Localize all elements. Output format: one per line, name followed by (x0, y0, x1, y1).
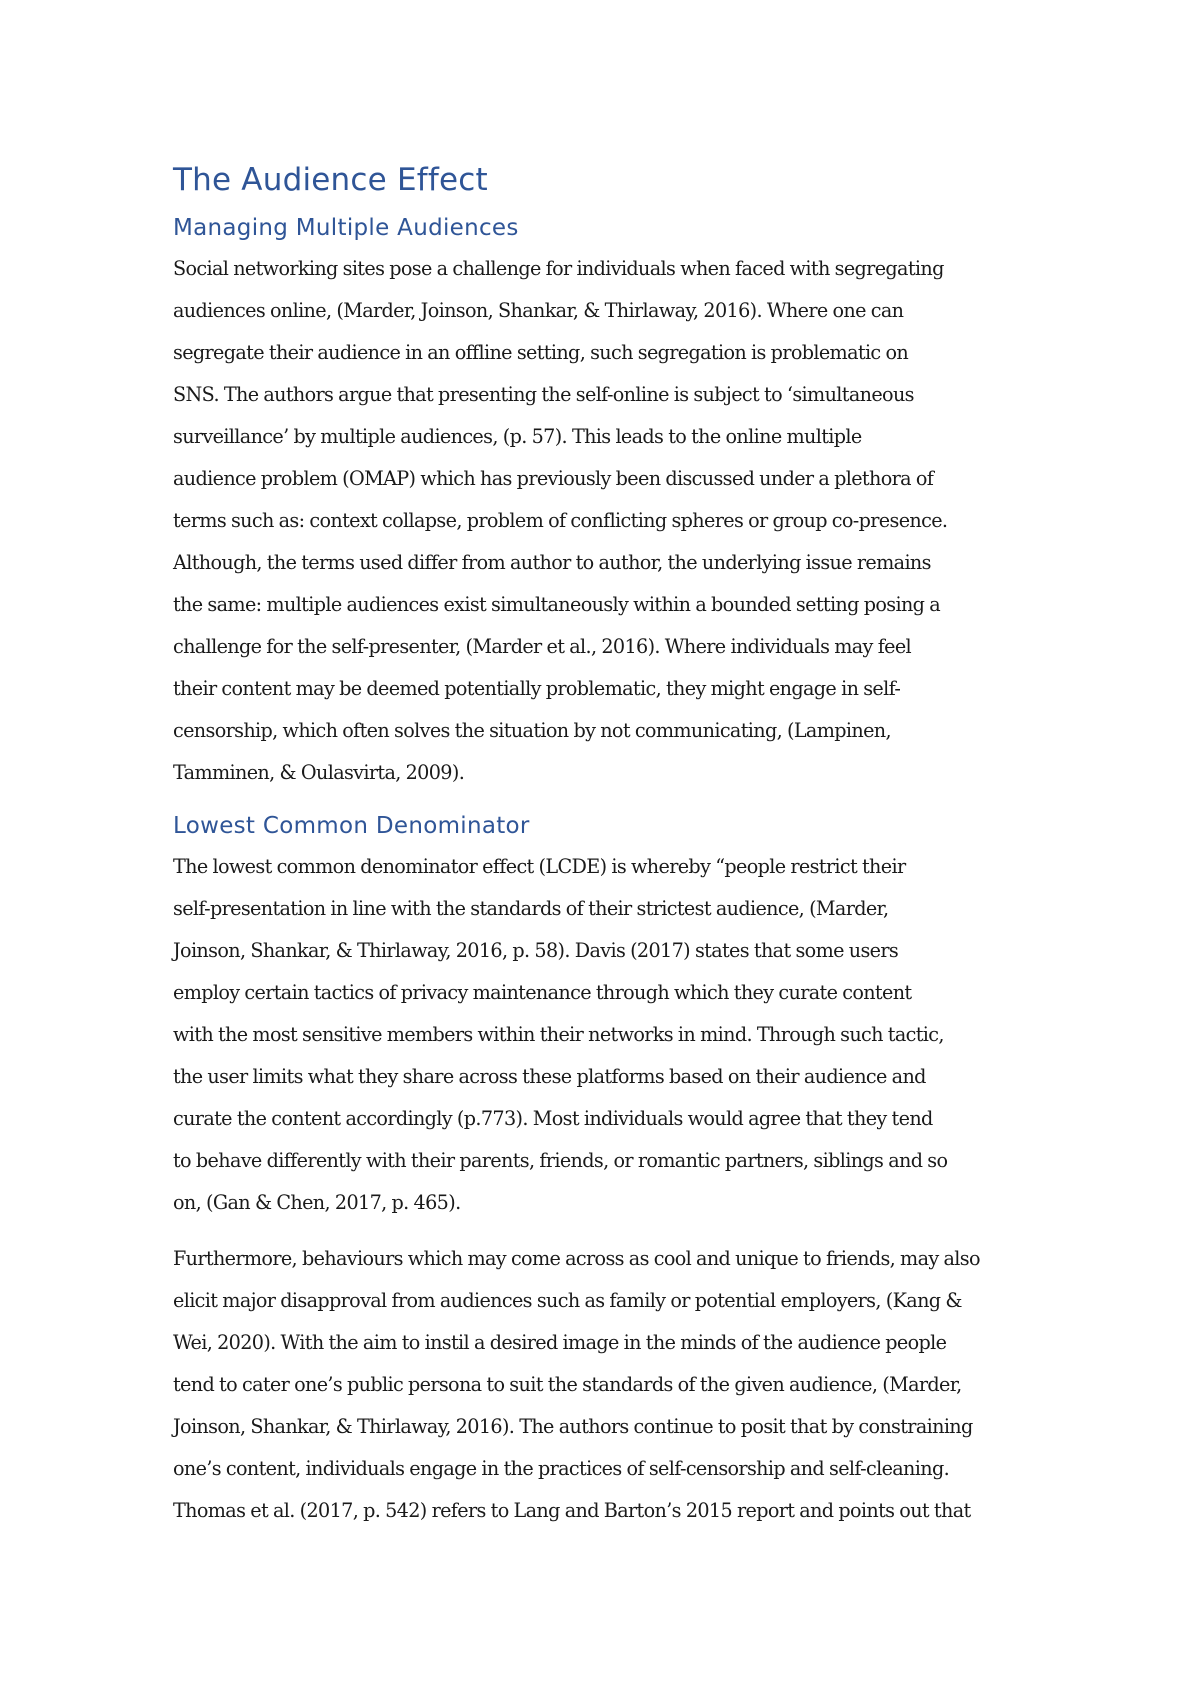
text-line: segregate their audience in an offline setting, such segregation is problematic on (173, 341, 909, 364)
text-line: self-presentation in line with the standards of their strictest audience, (Marder, (173, 897, 889, 920)
paragraph-multiple-audiences (173, 248, 1043, 794)
text-line: their content may be deemed potentially problematic, they might engage in self- (173, 677, 901, 700)
paragraph-furthermore (173, 1238, 1043, 1532)
text-line: Social networking sites pose a challenge for individuals when faced with segregating (173, 257, 944, 280)
text-line: Joinson, Shankar, & Thirlaway, 2016). The authors continue to posit that by constraining (173, 1415, 973, 1438)
text-line: audience problem (OMAP) which has previously been discussed under a plethora of (173, 467, 934, 490)
text-line: Wei, 2020). With the aim to instil a desired image in the minds of the audience people (173, 1331, 947, 1354)
text-line: censorship, which often solves the situation by not communicating, (Lampinen, (173, 719, 891, 742)
text-line: on, (Gan & Chen, 2017, p. 465). (173, 1191, 461, 1214)
text-line: Although, the terms used differ from author to author, the underlying issue remains (173, 551, 931, 574)
text-line: Thomas et al. (2017, p. 542) refers to Lang and Barton’s 2015 report and points out that (173, 1499, 971, 1522)
text-line: SNS. The authors argue that presenting the self-online is subject to ‘simultaneous (173, 383, 914, 406)
text-line: curate the content accordingly (p.773). Most individuals would agree that they tend (173, 1107, 933, 1130)
text-line: the user limits what they share across these platforms based on their audience and (173, 1065, 926, 1088)
text-line: with the most sensitive members within their networks in mind. Through such tactic, (173, 1023, 944, 1046)
text-line: elicit major disapproval from audiences such as family or potential employers, (Kang & (173, 1289, 962, 1312)
text-line: to behave differently with their parents, friends, or romantic partners, siblings and so (173, 1149, 948, 1172)
document-title: The Audience Effect (173, 162, 488, 198)
text-line: challenge for the self-presenter, (Marder et al., 2016). Where individuals may feel (173, 635, 912, 658)
text-line: audiences online, (Marder, Joinson, Shankar, & Thirlaway, 2016). Where one can (173, 299, 904, 322)
text-line: the same: multiple audiences exist simultaneously within a bounded setting posing a (173, 593, 941, 616)
text-line: surveillance’ by multiple audiences, (p. 57). This leads to the online multiple (173, 425, 862, 448)
document-body (173, 160, 1043, 1532)
section-heading-lowest-common-denominator: Lowest Common Denominator (173, 813, 530, 839)
paragraph-lcde (173, 846, 1043, 1224)
text-line: terms such as: context collapse, problem of conflicting spheres or group co-presence. (173, 509, 948, 532)
text-line: Joinson, Shankar, & Thirlaway, 2016, p. 58). Davis (2017) states that some users (173, 939, 899, 962)
text-line: one’s content, individuals engage in the practices of self-censorship and self-cleaning. (173, 1457, 950, 1480)
text-line: employ certain tactics of privacy maintenance through which they curate content (173, 981, 912, 1004)
text-line: Furthermore, behaviours which may come across as cool and unique to friends, may also (173, 1247, 980, 1270)
text-line: The lowest common denominator effect (LCDE) is whereby “people restrict their (173, 855, 906, 878)
text-line: Tamminen, & Oulasvirta, 2009). (173, 761, 465, 784)
text-line: tend to cater one’s public persona to suit the standards of the given audience, (Marder, (173, 1373, 962, 1396)
section-heading-managing-multiple-audiences: Managing Multiple Audiences (173, 215, 519, 241)
